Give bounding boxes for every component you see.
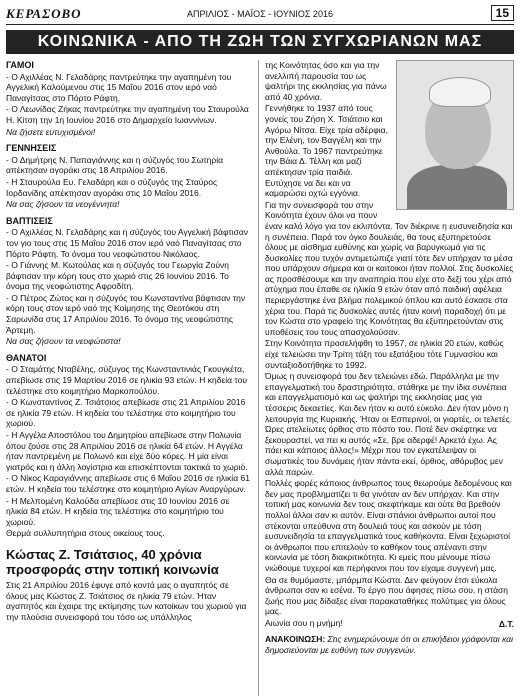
baptisms-heading: ΒΑΠΤΙΣΕΙΣ xyxy=(6,215,53,226)
article-title: Κώστας Ζ. Τσιάτσιος, 40 χρόνια προσφοράς στην τοπική κοινωνία xyxy=(6,546,219,577)
wedding-item: - Ο Αχιλλέας Ν. Γελαδάρης παντρεύτηκε την αγαπημένη του Αγγελική Καλούμενου στις 15 Μαΐου 2016 στον ιερό ναό Παναγίτσας στο Πόρτο Ράφτη. xyxy=(6,71,232,103)
photo-body-shape xyxy=(407,165,507,210)
article-closing: Αιωνία σου η μνήμη! xyxy=(265,617,343,628)
baptism-item: - Ο Αχιλλέας Ν. Γελαδάρης και η σύζυγός του Αγγελική βάφτισαν τον γιο τους στις 15 Μαΐου 2016 στον ιερό ναό Παναγίτσας στο Πόρτο Ράφτη. Το όνομα του νεοφώτιστου Νικόλαος. xyxy=(6,227,249,259)
article-intro: Στις 21 Απριλίου 2016 έφυγε από κοντά μας ο αγαπητός σε όλους μας Κώστας Ζ. Τσιάτσιος σε ηλικία 79 ετών. Ήταν αγαπητός και έχαιρε της εκτίμησης των κατοίκων του χωριού για την πλούσια συνεισφορά του τόσο ως υπάλληλος xyxy=(6,579,247,622)
article-signature: Δ.Τ. xyxy=(498,619,514,630)
article-paragraph: της Κοινότητας όσο και για την ανελλιπή παρουσία του ως ψαλτήρι της εκκλησίας για πάνω από 40 χρόνια. xyxy=(265,60,387,102)
article-paragraph: Πολλές φορές κάποιος άνθρωπος τους θεωρούμε δεδομένους και δεν μας προβληματίζει τι θα γινόταν αν δεν υπήρχαν. Και στην τοπική μας κοινωνία δεν τους σκεφτήκαμε και ούτε θα βρεθούν πολλοί άλλοι σαν κι αυτόν. Είναι σπάνιοι άνθρωποι αυτοί που στέκονται υπεύθυνα στη δουλειά τους και ασκούν με τόση ευσυνειδησία τα επαγγελματικά τους καθήκοντα. Είναι ξεχωριστοί οι άνθρωποι που επιτελούν το καθήκον τους απέναντι στην κοινωνία με τόση διακριτικότητα. Κι εμείς που μένουμε πίσω νιώθουμε τυχεροί και περήφανοι που τον είχαμε συγγενή μας. xyxy=(265,478,512,573)
baptism-item: - Ο Γιάννης Μ. Κωτούλας και η σύζυγός του Γεωργία Ζούνη βάφτισαν την κόρη τους στο χωριό στις 26 Ιουνίου 2016. Το όνομα της νεοφώτιστης Αφροδίτη. xyxy=(6,260,229,292)
issue-date: ΑΠΡΙΛΙΟΣ - ΜΑΪΟΣ - ΙΟΥΝΙΟΣ 2016 xyxy=(187,9,333,19)
death-item: - Ο Κωνσταντίνος Ζ. Τσιάτσιος απεβίωσε στις 21 Απριλίου 2016 σε ηλικία 79 ετών. Η κηδεία του τελέστηκε στο κοιμητήριο του χωριού. xyxy=(6,397,246,429)
article-paragraph: Θα σε θυμόμαστε, μπάρμπα Κώστα. Δεν φεύγουν έτσι εύκολα άνθρωποι σαν κι εσένα. Το έργο που άφησες πίσω σου, η στάση ζωής που μας δίδαξες είναι παρακαταθήκες πολύτιμες για όλους μας. xyxy=(265,574,509,617)
deaths-heading: ΘΑΝΑΤΟΙ xyxy=(6,352,47,363)
death-item: - Η Μελπομένη Καλούδα απεβίωσε στις 10 Ιουνίου 2016 σε ηλικία 84 ετών. Η κηδεία της τελέστηκε στο κοιμητήριο του χωριού. xyxy=(6,495,230,527)
page-header xyxy=(6,4,514,25)
right-column xyxy=(265,60,514,655)
left-column xyxy=(6,60,252,623)
notice xyxy=(265,634,514,655)
article-paragraph: Γεννήθηκε το 1937 από τους γονείς του Ζήση Χ. Τσιάτσιο και Αγόρω Νίτσα. Είχε τρία αδέρφια, την Ελένη, τον Βαγγέλη και την Ανθούλα. Το 1967 παντρεύτηκε την Βάια Δ. Τέλλη και μαζί απέκτησαν τρία παιδιά. Ευτύχησε να δει και να καμαρώσει οχτώ εγγόνια. xyxy=(265,103,388,199)
article-paragraph: Όμως η συνεισφορά του δεν τελειώνει εδώ. Παράλληλα με την επαγγελματική του δραστηριότητα, στάθηκε με την ίδια συνέπεια και επαγγελματισμό και ως ψαλτήρι της εκκλησίας μας για τέσσερις δεκαετίες. Και δεν ήταν κι αυτό εύκολο. Δεν ήταν μόνο η λειτουργία της Κυριακής. Ήταν οι Εσπερινοί, οι γιορτές, οι τελετές. Ώρες ατελείωτες όρθιος στο πόστο του. Ποτέ δεν σκέφτηκε να ξεκουραστεί, να πει κι αυτός «Σε, βρε αδερφέ! Αρκετά έχω. Ας πάει και κάποιος άλλος!» Μέχρι που τον εγκατέλειψαν οι σωματικές του δυνάμεις ήταν πάντα εκεί, όρθιος, αθόρυβος μεν αλλά παρών. xyxy=(265,371,513,477)
notice-text: Στις ενημερώνουμε ότι οι επικήδειοι γράφονται και δημοσιεύονται με ευθύνη των συγγενών. xyxy=(265,634,514,655)
article-paragraph: Στην Κοινότητα προσελήφθη το 1957, σε ηλικία 20 ετών, καθώς είχε τελειώσει την Τρίτη τάξη του εξατάξιου τότε Γυμνασίου και συνταξιοδοτήθηκε το 1992. xyxy=(265,338,504,370)
death-item: - Η Αγγέλα Αποστόλου του Δημητρίου απεβίωσε στην Πολωνία όπου ζούσε στις 28 Απριλίου 2016 σε ηλικία 64 ετών. Η Αγγέλα ήταν παντρεμένη με Πολωνό και είχε δύο κόρες. Η μία είναι γιατρός και η άλλη λογίστρια και επισκέπτονται τακτικά το χωριό. xyxy=(6,430,248,472)
birth-item: - Η Σταυρούλα Ευ. Γελαδάρη και ο σύζυγός της Σταύρος Ιορδανίδης απέκτησαν αγοράκι στις 10 Μαΐου 2016. xyxy=(6,176,218,198)
weddings-wish: Να ζήσετε ευτυχισμένοι! xyxy=(6,126,96,137)
column-divider xyxy=(258,60,259,696)
births-heading: ΓΕΝΝΗΣΕΙΣ xyxy=(6,143,57,154)
death-item: - Ο Σταμάτης Νταβέλης, σύζυγος της Κωνσταντινιάς Γκουγκέτα, απεβίωσε στις 19 Μαρτίου 2016 σε ηλικία 93 ετών. Η κηδεία του τελέστηκε στο κοιμητήριο Μαρκοπούλου. xyxy=(6,364,248,396)
baptism-item: - Ο Πέτρος Ζώτος και η σύζυγός του Κωνσταντίνα βάφτισαν την κόρη τους στον ιερό ναό της Κοίμησης της Θεοτόκου στη Σαρωνίδα στις 17 Απριλίου 2016. Το όνομα της νεοφώτιστης Άρτεμη. xyxy=(6,292,246,335)
section-banner: ΚΟΙΝΩΝΙΚΑ - ΑΠΟ ΤΗ ΖΩΗ ΤΩΝ ΣΥΓΧΩΡΙΑΝΩΝ ΜΑΣ xyxy=(6,30,514,54)
article-paragraph: Για την συνεισφορά του στην Κοινότητα έχουν όλοι να πουν έναν καλό λόγο για τον εκλιπόντα. Τον διέκρινε η ευσυνειδησία και η συνέπεια. Παρά τον όγκο δουλειάς, θα τους εξυπηρετούσε όλους με αίσθημα ευθύνης και χωρίς να βαρυγκωμά για τις δυσκολίες που τυχόν αντιμετώπιζε γιατί τότε δεν υπήρχαν τα μέσα που υπάρχουν σήμερα και οι καιτοικοι ήταν πολλοί. Στις δυσκολίες ας προσθέσουμε και την αναπηρία που είχε στο δεξί του χέρι από ατύχημα που έπαθε σε ηλικία 9 ετών όταν από παιδική αφέλεια περιεργάστηκε ένα βλήμα πολεμικού όπλου και αυτό έσκασε στα χέρια του. Παρά τις δυσκολίες αυτές ήταν κοινή παραδοχή ότι με τον Κώστα στο γραφείο της Κοινότητας θα εξυπηρετούνταν στις υποθέσεις του τους απασχολούσαν. xyxy=(265,199,514,337)
weddings-heading: ΓΑΜΟΙ xyxy=(6,60,34,70)
death-item: - Ο Νίκος Καραγιάννης απεβίωσε στις 6 Μαΐου 2016 σε ηλικία 61 ετών. Η κηδεία του τελέστηκε στο κοιμητήριο Αγίων Αναργύρων. xyxy=(6,473,250,494)
deaths-condolences: Θερμά συλλυπητήρια στους οικείους τους. xyxy=(6,528,165,539)
portrait-photo xyxy=(396,60,514,210)
page-number: 15 xyxy=(491,5,514,21)
newspaper-logo: ΚΕΡΑΣΟΒΟ xyxy=(6,6,82,21)
birth-item: - Ο Δημήτρης Ν. Παπαγιάννης και η σύζυγός του Σωτηρία απέκτησαν αγοράκι στις 18 Απριλίου 2016. xyxy=(6,154,224,176)
notice-label: ΑΝΑΚΟΙΝΩΣΗ: xyxy=(265,634,326,645)
wedding-item: - Ο Λεωνίδας Ζήκας παντρεύτηκε την αγαπημένη του Σταυρούλα Η. Κίτση την 1η Ιουνίου 2016 στο Δημαρχείο Ιωαννίνων. xyxy=(6,104,249,125)
photo-hair-shape xyxy=(429,77,491,107)
baptisms-wish: Να σας ζήσουν τα νεοφώτιστα! xyxy=(6,336,121,347)
births-wish: Να σας ζήσουν τα νεογέννητα! xyxy=(6,199,120,210)
